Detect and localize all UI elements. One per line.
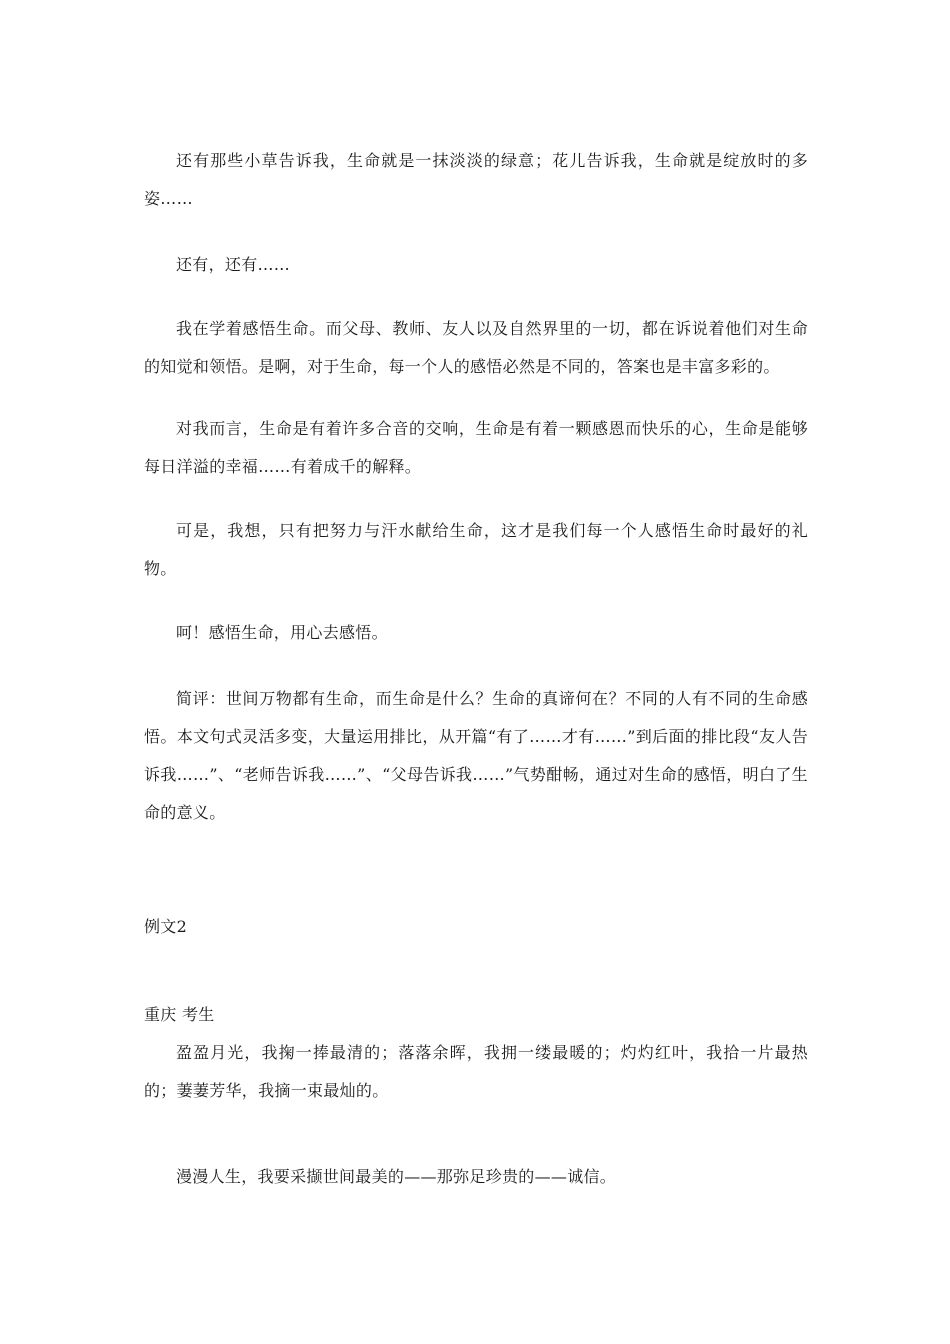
example-title: 例文2 [144,917,188,936]
paragraph-for-me: 对我而言，生命是有着许多合音的交响，生命是有着一颗感恩而快乐的心，生命是能够每日洋溢的幸福……有着成千的解释。 [144,419,808,476]
paragraph-however: 可是，我想，只有把努力与汗水献给生命，这才是我们每一个人感悟生命时最好的礼物。 [144,521,808,578]
paragraph-learning-life: 我在学着感悟生命。而父母、教师、友人以及自然界里的一切，都在诉说着他们对生命的知觉和领悟。是啊，对于生命，每一个人的感悟必然是不同的，答案也是丰富多彩的。 [144,319,808,376]
paragraph-integrity: 漫漫人生，我要采撷世间最美的——那弥足珍贵的——诚信。 [176,1167,617,1186]
paragraph-still-more: 还有，还有…… [176,255,291,274]
paragraph-exclamation: 呵！感悟生命，用心去感悟。 [176,623,388,642]
paragraph-commentary: 简评：世间万物都有生命，而生命是什么？生命的真谛何在？不同的人有不同的生命感悟。本文句式灵活多变，大量运用排比，从开篇“有了……才有……”到后面的排比段“友人告诉我……”、“老师告诉我……”、“父母告诉我……”气势酣畅，通过对生命的感悟，明白了生命的意义。 [144,689,808,822]
paragraph-grass-flowers: 还有那些小草告诉我，生命就是一抹淡淡的绿意；花儿告诉我，生命就是绽放时的多姿…… [144,151,808,208]
paragraph-moonlight: 盈盈月光，我掬一捧最清的；落落余晖，我拥一缕最暖的；灼灼红叶，我拾一片最热的；萋萋芳华，我摘一束最灿的。 [144,1043,808,1100]
author-line: 重庆 考生 [144,1005,215,1024]
